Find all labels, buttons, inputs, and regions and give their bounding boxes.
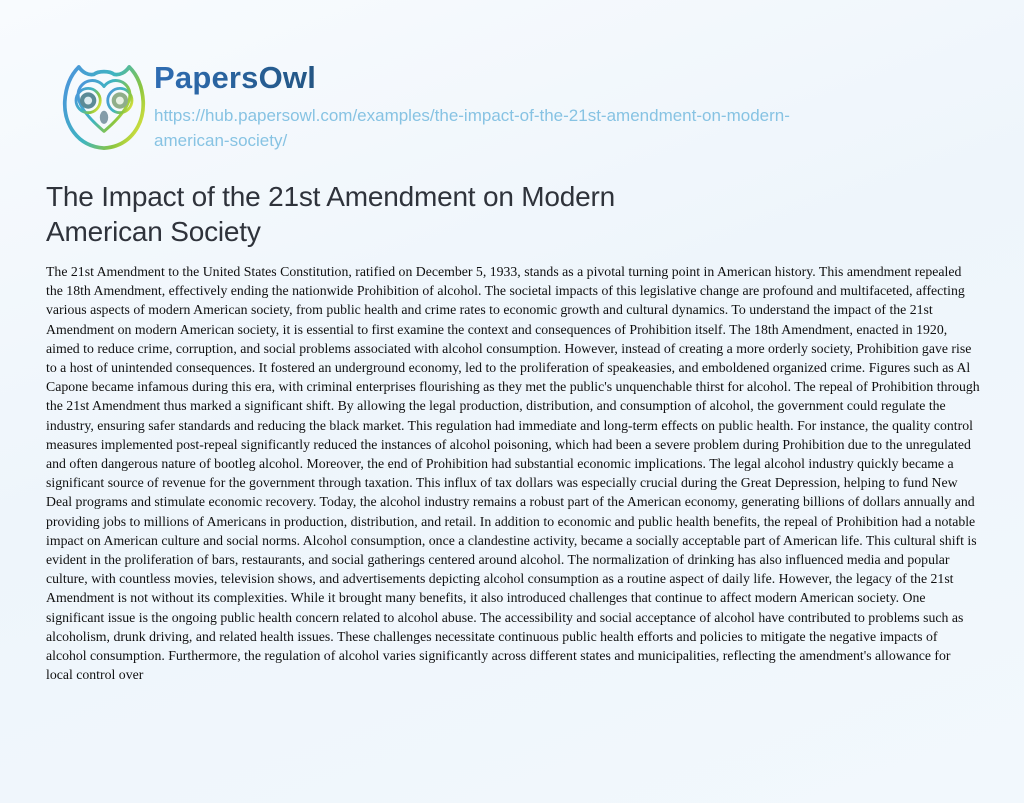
essay-main xyxy=(0,179,1024,684)
owl-beak xyxy=(100,111,108,124)
owl-icon xyxy=(48,56,160,160)
brand-block xyxy=(154,56,854,153)
papersowl-logo xyxy=(48,56,160,160)
page-url-link[interactable]: https://hub.papersowl.com/examples/the-impact-of-the-21st-amendment-on-modern-american-society/ xyxy=(154,105,790,150)
essay-body: The 21st Amendment to the United States Constitution, ratified on December 5, 1933, stands as a pivotal turning point in American history. This amendment repealed the 18th Amendment, effectively ending the nationwide Prohibition of alcohol. The societal impacts of this legislative change are profound and multifaceted, affecting various aspects of modern American society, from public health and crime rates to economic growth and cultural dynamics. To understand the impact of the 21st Amendment on modern American society, it is essential to first examine the context and consequences of Prohibition itself. The 18th Amendment, enacted in 1920, aimed to reduce crime, corruption, and social problems associated with alcohol consumption. However, instead of creating a more orderly society, Prohibition gave rise to a host of unintended consequences. It fostered an underground economy, led to the proliferation of speakeasies, and emboldened organized crime. Figures such as Al Capone became infamous during this era, with criminal enterprises flourishing as they met the public's unquenchable thirst for alcohol. The repeal of Prohibition through the 21st Amendment thus marked a significant shift. By allowing the legal production, distribution, and consumption of alcohol, the government could regulate the industry, ensuring safer standards and reducing the black market. This regulation had immediate and long-term effects on public health. For instance, the quality control measures implemented post-repeal significantly reduced the instances of alcohol poisoning, which had been a severe problem during Prohibition due to the unregulated and often dangerous nature of bootleg alcohol. Moreover, the end of Prohibition had substantial economic implications. The legal alcohol industry quickly became a significant source of revenue for the government through taxation. This influx of tax dollars was especially crucial during the Great Depression, helping to fund New Deal programs and stimulate economic recovery. Today, the alcohol industry remains a robust part of the American economy, generating billions of dollars annually and providing jobs to millions of Americans in production, distribution, and retail. In addition to economic and public health benefits, the repeal of Prohibition had a notable impact on American culture and social norms. Alcohol consumption, once a clandestine activity, became a socially acceptable part of American life. This cultural shift is evident in the proliferation of bars, restaurants, and social gatherings centered around alcohol. The normalization of drinking has also influenced media and popular culture, with countless movies, television shows, and advertisements depicting alcohol consumption as a routine aspect of daily life. However, the legacy of the 21st Amendment is not without its complexities. While it brought many benefits, it also introduced challenges that continue to affect modern American society. One significant issue is the ongoing public health concern related to alcohol abuse. The accessibility and social acceptance of alcohol have contributed to problems such as alcoholism, drunk driving, and related health issues. These challenges necessitate continuous public health efforts and policies to mitigate the negative impacts of alcohol consumption. Furthermore, the regulation of alcohol varies significantly across different states and municipalities, reflecting the amendment's allowance for local control over xyxy=(46,264,980,683)
essay-title: The Impact of the 21st Amendment on Modern American Society xyxy=(46,181,616,247)
owl-head-outline xyxy=(65,67,143,148)
owl-right-eye-pupil xyxy=(114,94,126,106)
site-header xyxy=(0,0,1024,160)
owl-left-eye-pupil xyxy=(82,94,94,106)
brand-name: PapersOwl xyxy=(154,60,854,96)
